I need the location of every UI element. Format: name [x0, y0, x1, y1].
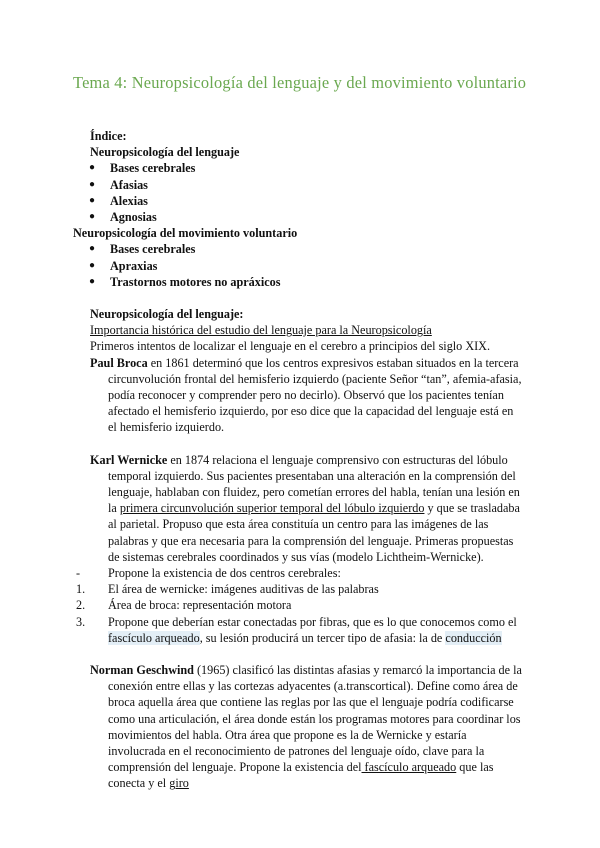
bullet-icon: ● [89, 275, 96, 287]
wernicke-paragraph: Karl Wernicke en 1874 relaciona el lenguaje comprensivo con estructuras del lóbulo temporal izquierdo. Sus pacientes presentaban una alteración en la comprensión del lenguaje, hablaban con fluidez, pero cometían errores del habla, tenían una lesión en la primera circunvolución superior temporal del lóbulo izquierdo y que se trasladaba al parietal. Propuso que esta área constituía un centro para las imágenes de las palabras y que era necesaria para la comprensión del lenguaje. Primeras propuestas de sistemas cerebrales coordinados y sus vías (modelo Lichtheim-Wernicke). [90, 452, 520, 564]
page-title: Tema 4: Neuropsicología del lenguaje y del movimiento voluntario [73, 73, 527, 92]
index-item: ● Apraxias [89, 258, 158, 273]
bullet-icon: ● [89, 162, 96, 174]
dash-list-item: - Propone la existencia de dos centros cerebrales: [76, 566, 341, 581]
index-item: ● Bases cerebrales [89, 161, 196, 176]
broca-paragraph: Paul Broca en 1861 determinó que los centros expresivos estaban situados en la tercera circunvolución frontal del hemisferio izquierdo (paciente Señor “tan”, afemia-afasia, podía reconocer y comprender pero no decirlo). Observó que los pacientes tenían afectado el hemisferio izquierdo, por eso dice que la capacidad del lenguaje está en el hemisferio izquierdo. [90, 355, 522, 435]
index-item: ● Alexias [89, 193, 148, 208]
document-body [76, 306, 525, 792]
index-section-movement: Neuropsicología del movimiento voluntario [73, 226, 298, 241]
geschwind-paragraph: Norman Geschwind (1965) clasificó las distintas afasias y remarcó la importancia de la conexión entre ellas y las cortezas adyacentes (a.transcortical). Define como área de broca aquella área que contiene las reglas por las que el lenguaje podría codificarse como una articulación, el área donde están los programas motores para coordinar los movimientos del habla. Otra área que propone es la de Wernicke y estaría involucrada en el reconocimiento de patrones del lenguaje oído, clave para la comprensión del lenguaje. Propone la existencia del fascículo arqueado que las conecta y el giro [90, 663, 522, 791]
numbered-list-item: 1. El área de wernicke: imágenes auditivas de las palabras [76, 582, 379, 597]
index-section-language: Neuropsicología del lenguaje [90, 145, 240, 160]
highlight-fasciculo: fascículo arqueado [108, 630, 200, 645]
table-of-contents [73, 128, 543, 290]
wernicke-link[interactable]: primera circunvolución superior temporal del lóbulo izquierdo [119, 501, 425, 516]
index-label: Índice: [90, 129, 127, 143]
giro-link[interactable]: giro [169, 776, 189, 791]
bullet-icon: ● [89, 194, 96, 206]
broca-name: Paul Broca [90, 355, 148, 370]
index-item: ● Trastornos motores no apráxicos [89, 274, 281, 289]
highlight-conduccion: conducción [445, 630, 502, 645]
numbered-list-item: 2. Área de broca: representación motora [76, 598, 292, 613]
wernicke-name: Karl Wernicke [90, 452, 168, 467]
section-subheading: Importancia histórica del estudio del lenguaje para la Neuropsicología [90, 323, 432, 338]
index-item: ● Afasias [89, 177, 148, 192]
intro-paragraph: Primeros intentos de localizar el lenguaje en el cerebro a principios del siglo XIX. [90, 339, 491, 354]
section-heading: Neuropsicología del lenguaje: [90, 307, 244, 321]
index-item: ● Bases cerebrales [89, 242, 196, 257]
bullet-icon: ● [89, 259, 96, 271]
bullet-icon: ● [89, 211, 96, 223]
fasciculo-link[interactable]: fascículo arqueado [361, 760, 457, 775]
bullet-icon: ● [89, 178, 96, 190]
geschwind-name: Norman Geschwind [90, 663, 194, 678]
numbered-list-item: 3. Propone que deberían estar conectadas por fibras, que es lo que conocemos como el fascículo arqueado, su lesión producirá un tercer tipo de afasia: la de conducción [76, 614, 517, 645]
bullet-icon: ● [89, 243, 96, 255]
index-item: ● Agnosias [89, 210, 157, 225]
